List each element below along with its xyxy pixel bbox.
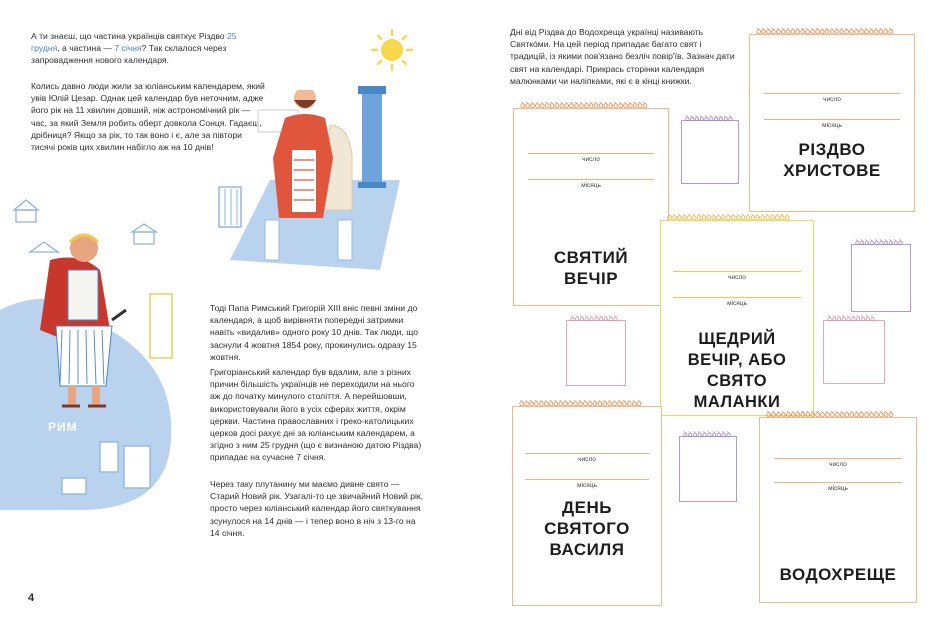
sticker-note[interactable] [681, 115, 739, 184]
day-field-label: число [829, 461, 847, 468]
calendar-card-epiphany[interactable] [759, 411, 917, 603]
pope-gregory-illustration [210, 70, 410, 275]
gregorian-reform-paragraph: Тоді Папа Римський Григорій XIII вніс певні зміни до календаря, а щоб вирівняти попередні затримки навіть «видалив» одного року 10 днів. Так люди, що заснули 4 жовтня 1854 року, прокинулись одразу 15 жовтня. [210, 303, 418, 362]
sticker-note[interactable] [566, 315, 626, 386]
month-line [764, 119, 900, 120]
month-field-label: місяць [727, 300, 747, 307]
month-field-label: місяць [822, 122, 842, 129]
holiday-title-epiphany: ВОДОХРЕЩЕ [779, 565, 897, 584]
date-december-25: 25 грудня [31, 31, 237, 54]
day-field-label: число [578, 456, 596, 463]
spiral-binding: ꝺꝺꝺꝺꝺꝺꝺꝺꝺꝺꝺꝺꝺꝺꝺꝺꝺꝺꝺꝺꝺꝺꝺꝺꝺ [667, 214, 790, 223]
sun-illustration [362, 26, 420, 76]
month-line [774, 482, 902, 483]
sticker-note[interactable] [823, 315, 885, 384]
julius-caesar-illustration [0, 190, 200, 510]
day-line [525, 453, 649, 454]
spiral-binding: ꝺꝺꝺꝺꝺꝺꝺꝺꝺꝺꝺꝺꝺꝺꝺꝺꝺꝺꝺꝺꝺꝺꝺꝺꝺꝺ [766, 411, 894, 420]
day-line [528, 153, 654, 154]
calendar-card-st-basil[interactable] [512, 400, 662, 606]
spiral-binding: ꝺꝺꝺꝺꝺꝺꝺꝺꝺꝺ [683, 431, 731, 439]
spiral-binding: ꝺꝺꝺꝺꝺꝺꝺꝺꝺꝺ [570, 315, 618, 323]
spiral-binding: ꝺꝺꝺꝺꝺꝺꝺꝺꝺꝺ [855, 239, 903, 247]
spiral-binding: ꝺꝺꝺꝺꝺꝺꝺꝺꝺꝺꝺꝺꝺꝺꝺꝺꝺꝺꝺꝺꝺꝺꝺꝺꝺꝺꝺꝺ [756, 28, 893, 37]
month-line [673, 297, 801, 298]
date-january-7: 7 січня [114, 43, 142, 54]
spiral-binding: ꝺꝺꝺꝺꝺꝺꝺꝺꝺꝺ [685, 115, 733, 123]
holiday-title-holy-eve: СВЯТИЙ ВЕЧІР [553, 248, 629, 288]
holiday-title-st-basil: ДЕНЬ СВЯТОГО ВАСИЛЯ [544, 498, 630, 559]
calendar-card-christmas[interactable] [749, 28, 915, 212]
day-field-label: число [823, 96, 841, 103]
day-line [774, 458, 902, 459]
month-line [525, 479, 649, 480]
month-field-label: місяць [828, 485, 848, 492]
month-field-label: місяць [581, 182, 601, 189]
calendar-card-holy-eve[interactable] [513, 102, 669, 306]
holiday-title-christmas: РІЗДВО ХРИСТОВЕ [783, 140, 881, 180]
page-number: 4 [28, 592, 35, 604]
holiday-title-malanka: ЩЕДРИЙ ВЕЧІР, АБО СВЯТО МАЛАНКИ [687, 330, 787, 411]
sticker-note[interactable] [679, 431, 737, 502]
day-field-label: число [582, 156, 600, 163]
calendar-adoption-paragraph: Григоріанський календар був вдалим, але з різних причин більшість українців не переходили на нього аж до початку минулого століття. А перейшовши, використовували його в усіх сферах життя, окрім церкви. Частина православних і греко-католицьких церков досі рахує дні за юліанським календарем, а згідно з ним 25 грудня (що є визнаною датою Різдва) припадає на сучасне 7 січня. [210, 367, 422, 463]
intro-text-mid: , а частина — [57, 43, 112, 54]
day-line [764, 93, 900, 94]
intro-text-post: ? Так склалося через запровадження нового календаря. [31, 43, 227, 66]
month-field-label: місяць [577, 482, 597, 489]
spiral-binding: ꝺꝺꝺꝺꝺꝺꝺꝺꝺꝺꝺꝺꝺꝺꝺꝺꝺꝺꝺꝺꝺꝺꝺꝺꝺ [519, 400, 642, 409]
sticker-note[interactable] [851, 239, 911, 312]
day-field-label: число [728, 274, 746, 281]
spiral-binding: ꝺꝺꝺꝺꝺꝺꝺꝺꝺꝺꝺꝺꝺꝺꝺꝺꝺꝺꝺꝺꝺꝺꝺꝺꝺꝺ [520, 102, 648, 111]
intro-text-pre: А ти знаєш, що частина українців святкує Різдво [31, 31, 225, 41]
month-line [528, 179, 654, 180]
day-line [673, 271, 801, 272]
julian-calendar-paragraph: Колись давно люди жили за юліанським календарем, який увів Юлій Цезар. Однак цей календар був неточним, адже його рік на 11 хвилин довший, ніж астрономічний рік — час, за який Земля робить оберт довкола Сонця. Гадаєш, дрібниця? Якщо за рік, то так воно і є, але за півтори тисячі років цих хвилин набігло аж на 10 днів! [31, 81, 265, 153]
column-ruin-illustration [213, 183, 247, 229]
rome-map-label: РИМ [48, 420, 78, 434]
intro-paragraph [31, 30, 255, 67]
old-new-year-paragraph: Через таку плутанину ми маємо дивне свято — Старий Новий рік. Узагалі-то це звичайний Новий рік, просто через юліанський календар його святкування зсунулося на 14 днів — і тепер воно в ніч з 13-го на 14 січня. [210, 479, 424, 538]
calendar-card-malanka[interactable] [660, 214, 814, 416]
spiral-binding: ꝺꝺꝺꝺꝺꝺꝺꝺꝺꝺ [827, 315, 875, 323]
sviatky-intro-paragraph: Дні від Різдва до Водохреща українці називають Святкóми. На цей період припадає багато свят і традицій, із якими пов'язано безліч повір'їв. Зазнач дати свят на календарі. Прикрась сторінки календаря малюнками чи наліпками, які є в кінці книжки. [510, 27, 735, 86]
